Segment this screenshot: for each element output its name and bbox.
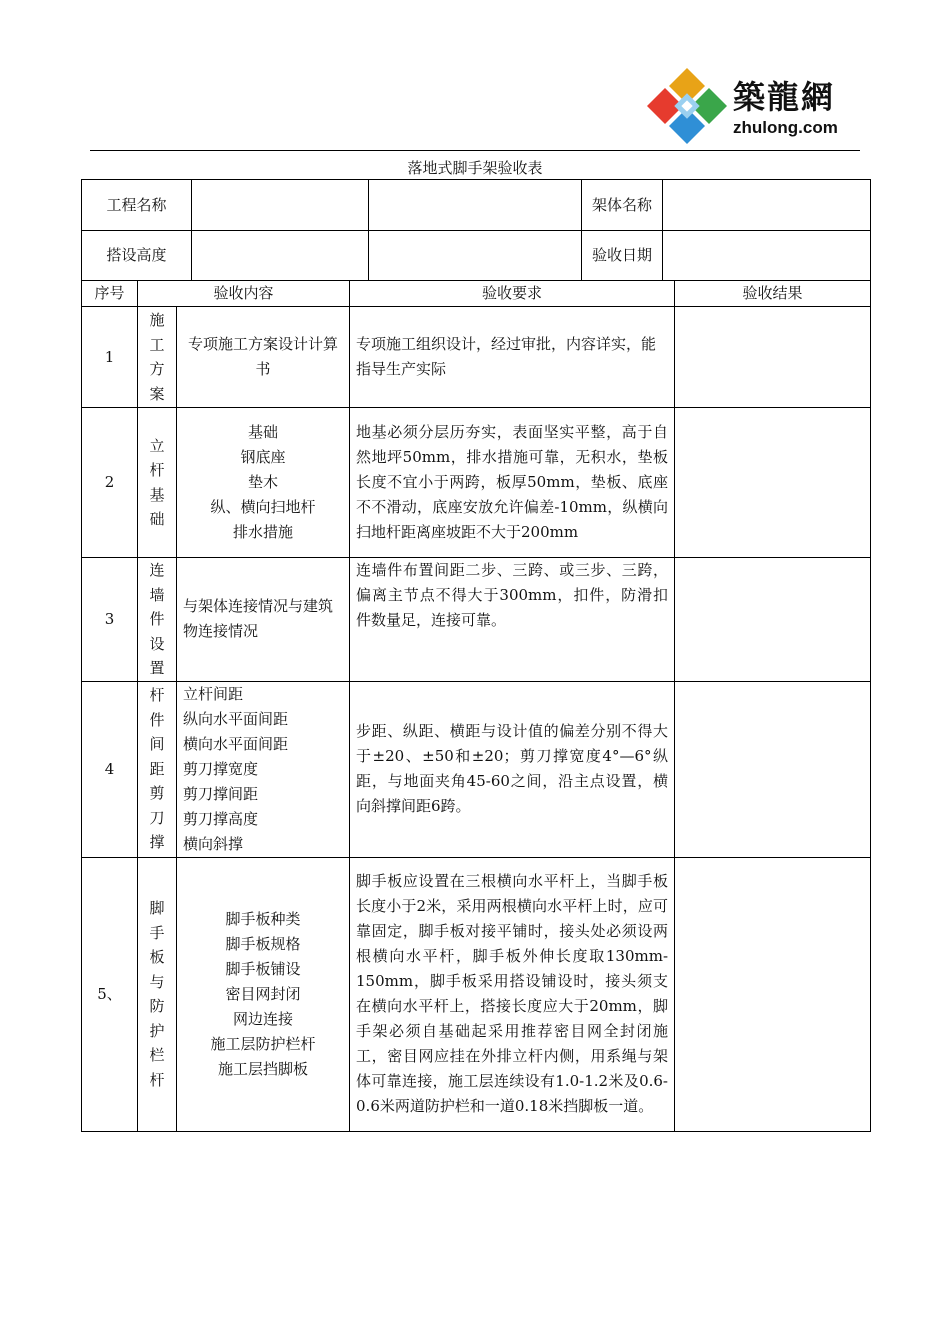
row-seq: 2 (82, 408, 138, 558)
header-result: 验收结果 (675, 281, 871, 307)
logo-brand-cn: 築龍網 (733, 78, 836, 116)
row-result[interactable] (675, 681, 871, 857)
row-requirement: 脚手板应设置在三根横向水平杆上，当脚手板长度小于2米，采用两根横向水平杆上时，应可靠固定，脚手板对接平铺时，接头处必须设两根横向水平杆，脚手板外伸长度取130mm-150mm，脚手板采用搭设铺设时，接头须支在横向水平杆上，搭接长度应大于20mm，脚手架必须自基础起采用推荐密目网全封闭施工，密目网应挂在外排立杆内侧，用系绳与架体可靠连接，施工层连续设有1.0-1.2米及0.6-0.6米两道防护栏和一道0.18米挡脚板一道。 (350, 857, 675, 1131)
row-seq: 5、 (82, 857, 138, 1131)
row-seq: 1 (82, 307, 138, 408)
project-name-value-a[interactable] (192, 180, 369, 231)
row-items: 脚手板种类 脚手板规格 脚手板铺设 密目网封闭 网边连接 施工层防护栏杆 施工层挡脚板 (177, 857, 350, 1131)
row-result[interactable] (675, 307, 871, 408)
row-result[interactable] (675, 857, 871, 1131)
row-category: 施 工 方 案 (138, 307, 177, 408)
project-name-value-b[interactable] (369, 180, 582, 231)
table-row (82, 681, 871, 857)
logo-mark-icon (645, 66, 729, 146)
info-table (81, 179, 871, 281)
row-category: 脚 手 板 与 防 护 栏 杆 (138, 857, 177, 1131)
row-requirement: 专项施工组织设计，经过审批，内容详实，能指导生产实际 (350, 307, 675, 408)
date-label: 验收日期 (582, 231, 663, 281)
project-name-label: 工程名称 (82, 180, 192, 231)
header-requirement: 验收要求 (350, 281, 675, 307)
frame-name-value[interactable] (663, 180, 871, 231)
header-content: 验收内容 (138, 281, 350, 307)
row-requirement: 步距、纵距、横距与设计值的偏差分别不得大于±20、±50和±20；剪刀撑宽度4°—6°纵距，与地面夹角45-60之间，沿主点设置，横向斜撑间距6跨。 (350, 681, 675, 857)
row-items: 立杆间距 纵向水平面间距 横向水平面间距 剪刀撑宽度 剪刀撑间距 剪刀撑高度 横向斜撑 (177, 681, 350, 857)
row-seq: 4 (82, 681, 138, 857)
row-requirement: 地基必须分层历夯实，表面坚实平整，高于自然地坪50mm，排水措施可靠，无积水，垫板长度不宜小于两跨，板厚50mm，垫板、底座不不滑动，底座安放允许偏差-10mm，纵横向扫地杆距离座坡距不大于200mm (350, 408, 675, 558)
logo (645, 66, 860, 146)
height-label: 搭设高度 (82, 231, 192, 281)
height-value-b[interactable] (369, 231, 582, 281)
height-value-a[interactable] (192, 231, 369, 281)
table-row (82, 558, 871, 682)
table-row (82, 408, 871, 558)
row-items: 基础 钢底座 垫木 纵、横向扫地杆 排水措施 (177, 408, 350, 558)
page-title: 落地式脚手架验收表 (407, 159, 543, 177)
header-seq: 序号 (82, 281, 138, 307)
row-result[interactable] (675, 408, 871, 558)
row-category: 杆 件 间 距 剪 刀 撑 (138, 681, 177, 857)
row-category: 立 杆 基 础 (138, 408, 177, 558)
frame-name-label: 架体名称 (582, 180, 663, 231)
logo-brand-en: zhulong.com (733, 118, 838, 137)
row-items: 与架体连接情况与建筑物连接情况 (177, 558, 350, 682)
inspection-table (81, 280, 871, 1132)
row-items: 专项施工方案设计计算书 (177, 307, 350, 408)
header-rule (90, 150, 860, 151)
date-value[interactable] (663, 231, 871, 281)
row-category: 连 墙 件 设 置 (138, 558, 177, 682)
table-row (82, 857, 871, 1131)
row-seq: 3 (82, 558, 138, 682)
row-requirement: 连墙件布置间距二步、三跨、或三步、三跨，偏离主节点不得大于300mm，扣件，防滑扣件数量足，连接可靠。 (350, 558, 675, 682)
row-result[interactable] (675, 558, 871, 682)
table-row (82, 307, 871, 408)
